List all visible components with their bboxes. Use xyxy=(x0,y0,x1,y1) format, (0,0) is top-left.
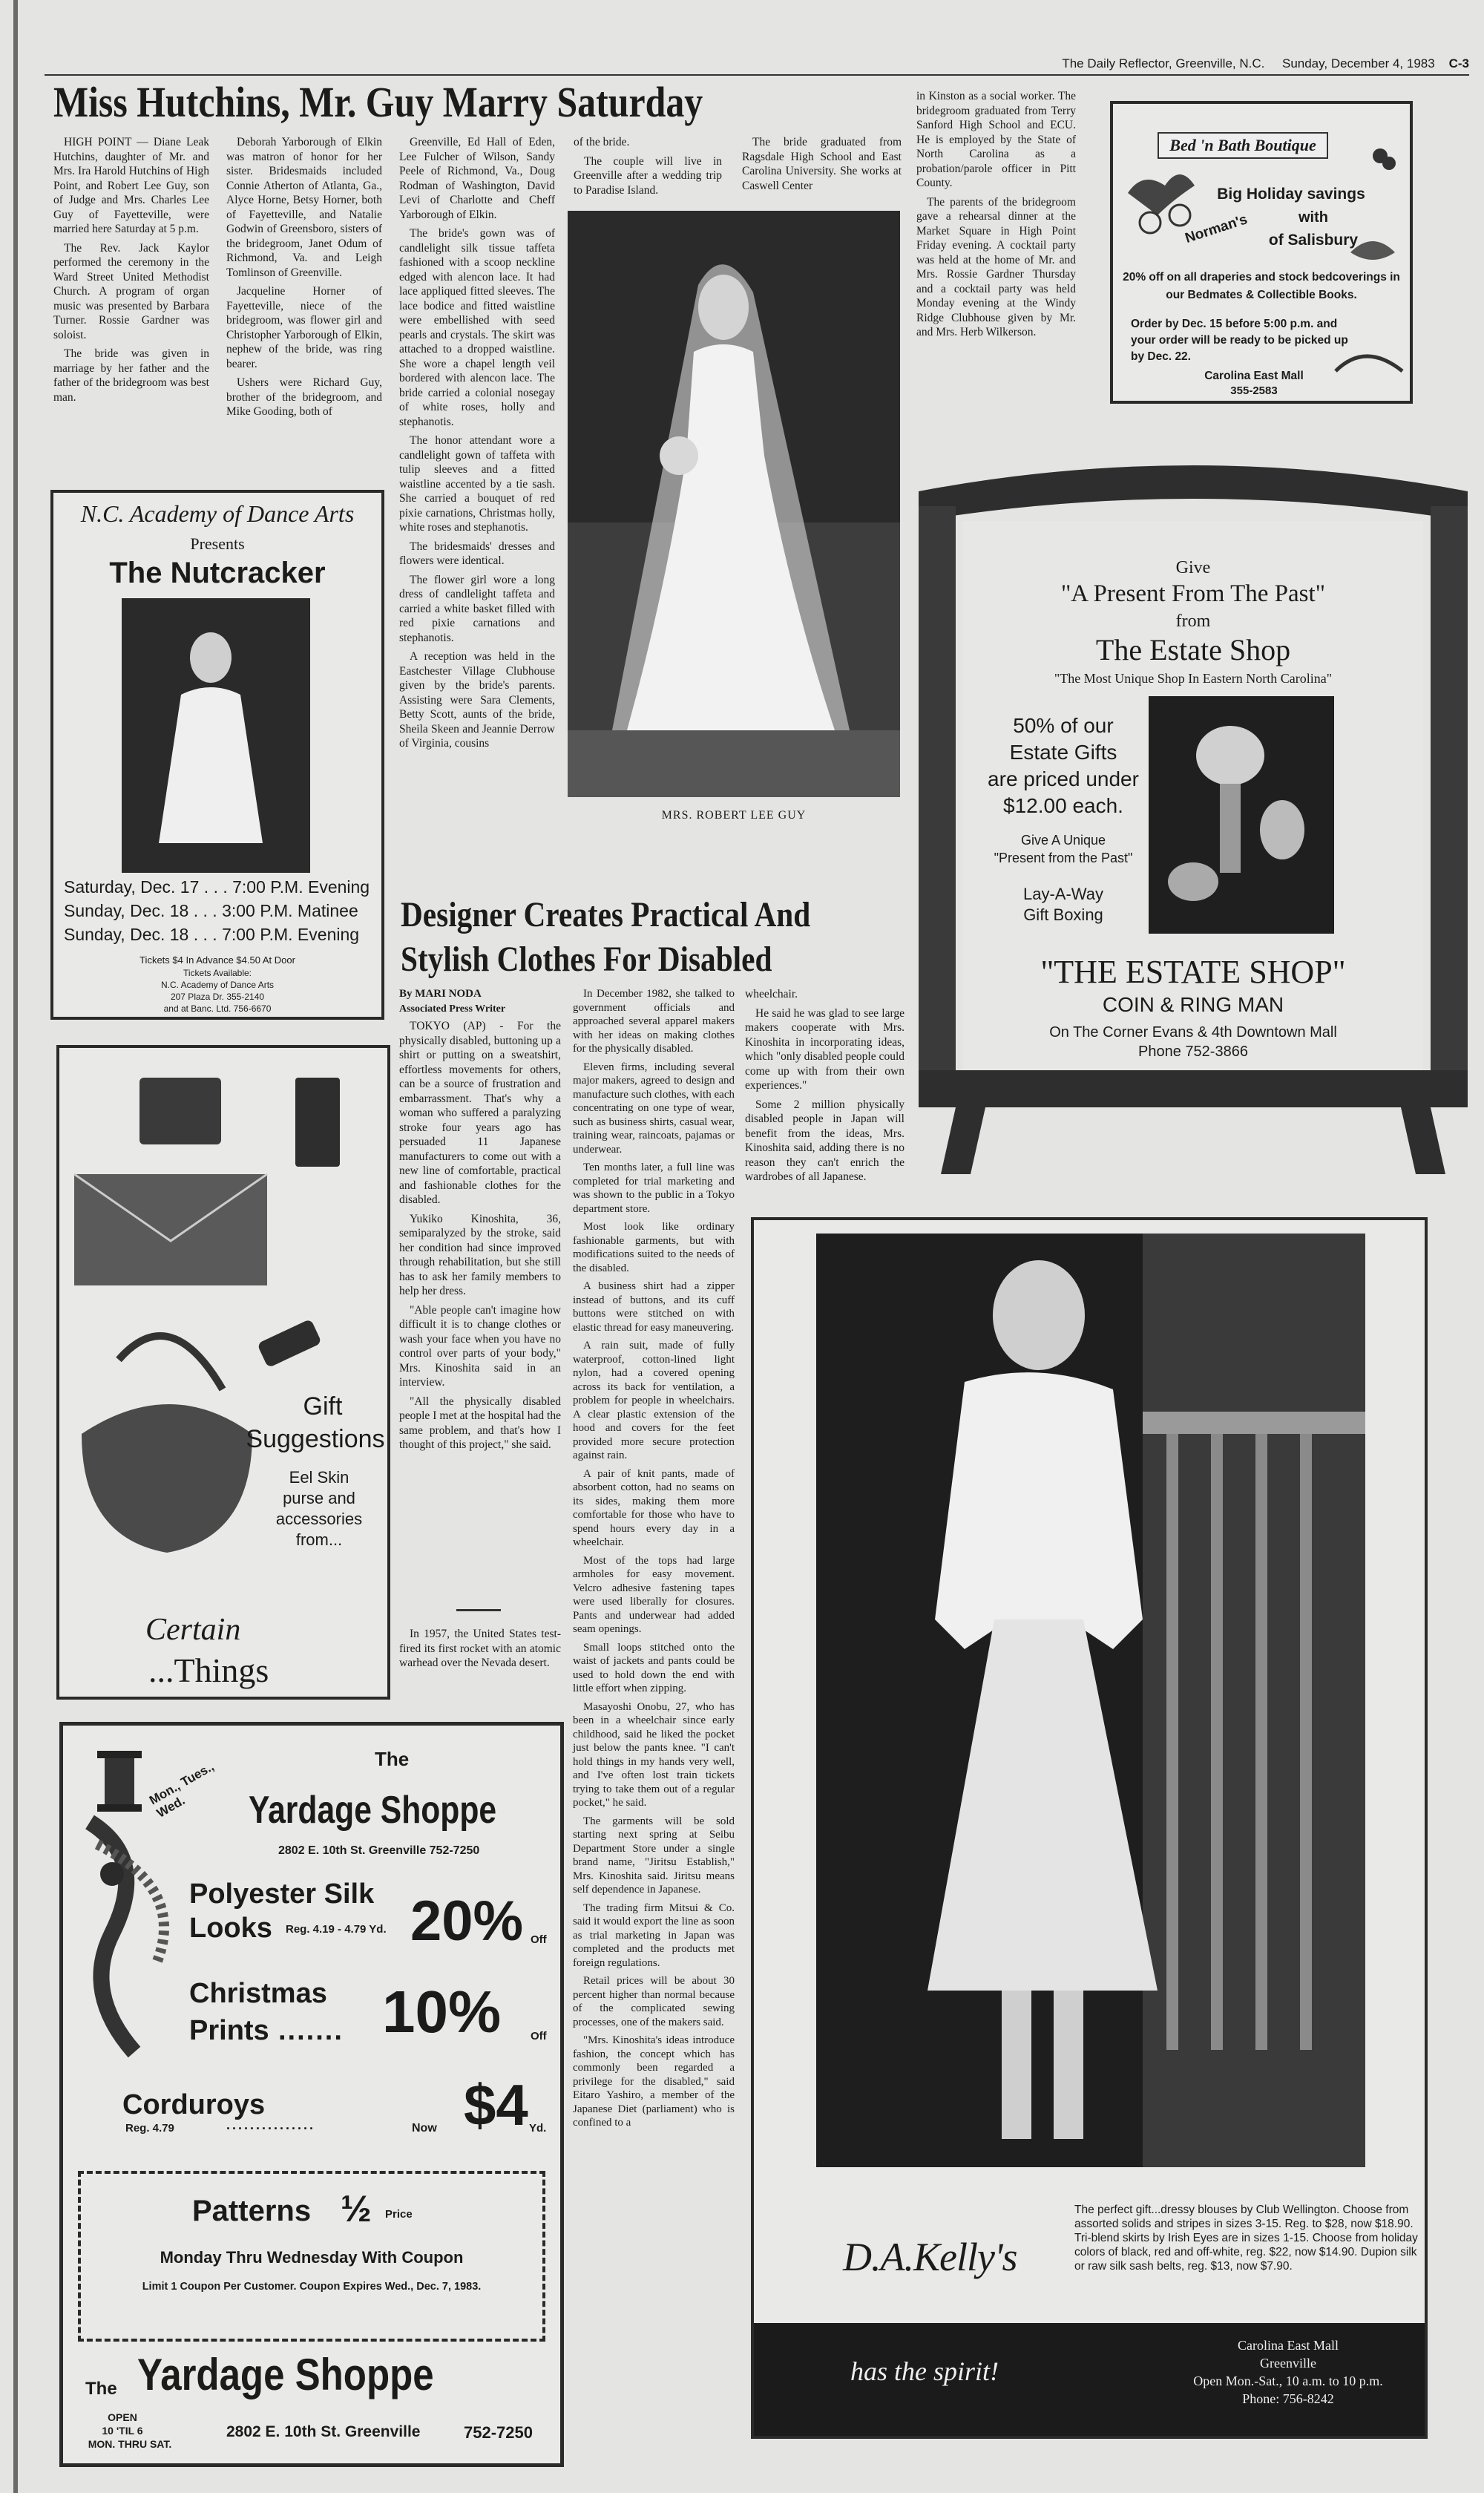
yardage-item-3-dots: ............... xyxy=(226,2117,316,2132)
wedding-paragraph: The couple will live in Greenville after a wedding trip to Paradise Island. xyxy=(574,154,722,197)
yardage-now: Now xyxy=(412,2122,437,2135)
designer-paragraph: Most of the tops had large armholes for easy movement. Velcro adhesive fastening tapes were used liberally for closures. Pants and underwear had added seam openings. xyxy=(573,1554,735,1635)
designer-paragraph: "Mrs. Kinoshita's ideas introduce fashion, the concept which has commonly been regarded a privilege for the disabled," said Eitaro Yashiro, a member of the Japanese Diet (parliament) who is confined to a xyxy=(573,2034,735,2129)
yardage-open: OPEN xyxy=(108,2411,137,2423)
coupon-half: ½ xyxy=(341,2188,372,2230)
estate-motto: "The Most Unique Shop In Eastern North Carolina" xyxy=(1054,671,1333,686)
designer-paragraph: Eleven firms, including several major makers, agreed to design and manufacture such clothes, with each concentrating on one type of wear, such as business shirts, casual wear, training wear, raincoats, pajamas or underwear. xyxy=(573,1061,735,1156)
estate-offer-4: $12.00 each. xyxy=(1003,794,1123,817)
nutcracker-presents: Presents xyxy=(190,534,245,553)
yardage-hours-1: 10 'TIL 6 xyxy=(102,2425,143,2437)
yardage-item-1-label1: Polyester Silk xyxy=(189,1878,375,1910)
estate-gift-boxing: Gift Boxing xyxy=(1023,905,1103,924)
estate-name: The Estate Shop xyxy=(1095,633,1291,666)
da-kellys-caption: The perfect gift...dressy blouses by Club Wellington. Choose from assorted solids and stripes in sizes 3-15. Reg. to $28, now $18.90. Tri-blend skirts by Irish Eyes are in sizes 1-15. Choose from holiday colors of black, red and off-white, reg. $22, now $14.90. Dupion silk or raw silk sash belts, reg. $13, now $7.90. xyxy=(1074,2204,1418,2273)
wedding-paragraph: The bride graduated from Ragsdale High School and East Carolina University. She works at Caswell Center xyxy=(742,136,902,192)
estate-shop-ad xyxy=(911,439,1475,1182)
certain-things-ad xyxy=(56,1045,390,1700)
nutcracker-available: Tickets Available: xyxy=(183,968,252,978)
masthead-rule xyxy=(45,74,1469,76)
estate-offer-3: are priced under xyxy=(988,767,1139,790)
designer-paragraph: Small loops stitched onto the waist of jackets and pants could be used to hold down the end with little effort when zipping. xyxy=(573,1641,735,1694)
estate-give-unique-2: "Present from the Past" xyxy=(994,851,1133,865)
designer-column-2 xyxy=(573,987,735,2471)
yardage-item-1-note: Reg. 4.19 - 4.79 Yd. xyxy=(286,1923,387,1936)
nutcracker-ad xyxy=(50,490,384,1020)
yardage-address: 2802 E. 10th St. Greenville 752-7250 xyxy=(278,1844,480,1857)
estate-name-caps: "THE ESTATE SHOP" xyxy=(1040,954,1346,990)
dancer-figure-icon xyxy=(122,598,310,873)
da-kellys-model-photo xyxy=(816,1234,1365,2167)
designer-paragraph: Retail prices will be about 30 percent higher than normal because of the complicated sewing processes, one of the makers said. xyxy=(573,1975,735,2028)
wedding-paragraph: The parents of the bridegroom gave a rehearsal dinner at the Market Square in High Point Friday evening. A cocktail party was held at the home of Mr. and Mrs. Rossie Gardner Thursday and a cocktail party was held Monday evening at the Windy Ridge Clubhouse given by Mr. and Mrs. Herb Wilkerson. xyxy=(916,195,1076,338)
designer-headline-2: Stylish Clothes For Disabled xyxy=(401,940,772,979)
designer-paragraph: A business shirt had a zipper instead of buttons, and its cuff buttons were stitched on with elastic thread for easy maneuvering. xyxy=(573,1280,735,1334)
bed-bath-order: Order by Dec. 15 before 5:00 p.m. and your order will be ready to be picked up by Dec. 22. xyxy=(1131,318,1348,363)
wedding-paragraph: The Rev. Jack Kaylor performed the ceremony in the Ward Street United Methodist Church. A program of organ music was presented by Barbara Turner. Rossie Gardner was soloist. xyxy=(53,241,209,341)
yardage-item-3-label1: Corduroys xyxy=(122,2089,266,2120)
yardage-item-2-label2: Prints xyxy=(189,2015,269,2046)
yardage-item-1-price: 20% xyxy=(410,1890,524,1953)
bed-bath-phone: 355-2583 xyxy=(1230,384,1278,397)
wedding-paragraph: of the bride. xyxy=(574,136,630,148)
wedding-paragraph: Ushers were Richard Guy, brother of the bridegroom, and Mike Gooding, both of xyxy=(226,376,382,418)
nutcracker-show-2: Sunday, Dec. 18 . . . 3:00 P.M. Matinee xyxy=(64,901,358,920)
estate-from: from xyxy=(1175,612,1211,631)
designer-paragraph: Ten months later, a full line was completed for trial marketing and was shown to the public in a Tokyo department store. xyxy=(573,1162,735,1215)
nutcracker-venue-1: N.C. Academy of Dance Arts xyxy=(160,980,275,990)
yardage-days: Mon., Tues., Wed. xyxy=(147,1759,217,1821)
da-kellys-logo: D.A.Kelly's xyxy=(843,2235,1017,2279)
da-kellys-hours: Open Mon.-Sat., 10 a.m. to 10 p.m. xyxy=(1193,2374,1383,2388)
certain-desc-3: accessories xyxy=(275,1510,363,1528)
wedding-paragraph: Greenville, Ed Hall of Eden, Lee Fulcher of Wilson, Sandy Peele of Richmond, Va., Doug Rodman of Washington, David Levi of Charlotte and Cheff Yarborough of Elkin. xyxy=(399,136,555,221)
yardage-item-1-label2: Looks xyxy=(189,1913,272,1944)
filler-text xyxy=(399,1627,561,1686)
bed-bath-ad xyxy=(1110,101,1413,404)
yardage-footer-the: The xyxy=(85,2379,117,2399)
nutcracker-org: N.C. Academy of Dance Arts xyxy=(80,500,355,527)
designer-paragraph: Most look like ordinary fashionable garments, but with modifications suited to the needs of the disabled. xyxy=(573,1221,735,1274)
estate-offer-2: Estate Gifts xyxy=(1009,741,1117,764)
bed-bath-line1: Big Holiday savings xyxy=(1217,186,1365,203)
designer-paragraph: The trading firm Mitsui & Co. said it would export the line as soon as trial marketing in Japan was completed and the products met foreign regulations. xyxy=(573,1901,735,1969)
designer-column-3 xyxy=(745,987,904,1210)
estate-layaway: Lay-A-Way xyxy=(1023,885,1103,903)
wedding-paragraph: The flower girl wore a long dress of candlelight taffeta and carried a white basket filled with red pixie carnations and stephanotis. xyxy=(399,573,555,644)
designer-paragraph: Yukiko Kinoshita, 36, semiparalyzed by the stroke, said her condition had since improved through rehabilitation, but she still has to ask her family members to help her dress. xyxy=(399,1212,561,1297)
certain-name-1: Certain xyxy=(145,1613,241,1647)
yardage-item-3-price: $4 xyxy=(464,2072,528,2137)
wedding-column-3 xyxy=(399,135,555,885)
wedding-paragraph: The bride's gown was of candlelight silk tissue taffeta fashioned with a scoop neckline edged with alencon lace. It had lace appliqued fitted sleeves. The lace bodice and fitted waistline were embellished with seed pearls and crystals. The skirt was attached to a dropped waistline. She wore a chapel length veil bordered with alencon lace. The bride carried a colonial nosegay of white roses, holly and stephanotis. xyxy=(399,227,555,428)
page-fold-line xyxy=(13,0,18,2493)
wedding-paragraph: The honor attendant wore a candlelight gown of taffeta with tulip sleeves and a fitted waistline accented by a tie sash. She carried a bouquet of red pixie carnations, Christmas holly, white roses and stephanotis. xyxy=(399,434,555,534)
yardage-item-2-suffix: Off xyxy=(531,2030,547,2042)
yardage-item-2-dots: ....... xyxy=(278,2015,344,2046)
wedding-paragraph: HIGH POINT — Diane Leak Hutchins, daughter of Mr. and Mrs. Ira Harold Hutchins of High Point, and Robert Lee Guy, son of Judge and Mrs. Charles Lee Guy of Fayetteville, were married here Saturday at 5 p.m. xyxy=(53,136,209,235)
designer-column-1 xyxy=(399,987,561,1559)
yardage-the: The xyxy=(375,1748,410,1770)
filler-paragraph: In 1957, the United States test-fired its first rocket with an atomic warhead over the Nevada desert. xyxy=(399,1628,561,1669)
estate-sub: COIN & RING MAN xyxy=(1102,993,1284,1016)
bed-bath-line3: of Salisbury xyxy=(1268,232,1359,249)
wedding-column-5 xyxy=(742,135,902,202)
masthead-page: C-3 xyxy=(1448,56,1469,71)
designer-paragraph: "All the physically disabled people I met at the hospital had the same problem, and that's how I thought of this project," she said. xyxy=(399,1395,561,1451)
wedding-headline: Miss Hutchins, Mr. Guy Marry Saturday xyxy=(53,78,703,126)
masthead-date: Sunday, December 4, 1983 xyxy=(1281,56,1435,71)
estate-antiques-photo xyxy=(1149,696,1334,934)
bed-bath-offer: 20% off on all draperies and stock bedcoverings in our Bedmates & Collectible Books. xyxy=(1123,271,1400,301)
da-kellys-ad xyxy=(751,1217,1428,2439)
antique-lamp-icon xyxy=(1149,696,1334,934)
nutcracker-show-3: Sunday, Dec. 18 . . . 7:00 P.M. Evening xyxy=(64,925,360,944)
wedding-paragraph: A reception was held in the Eastchester Village Clubhouse given by the bride's parents. Assisting were Sara Clements, Betty Scott, aunts of the bride, Sheila Skeen and Jeannie Derrow of Virginia, cousins xyxy=(399,650,555,750)
wedding-column-1 xyxy=(53,135,209,454)
yardage-coupon[interactable] xyxy=(78,2171,545,2342)
certain-desc-1: Eel Skin xyxy=(289,1468,349,1487)
da-kellys-city: Greenville xyxy=(1260,2356,1316,2371)
estate-address: On The Corner Evans & 4th Downtown Mall xyxy=(1049,1024,1337,1041)
wedding-paragraph: Deborah Yarborough of Elkin was matron of honor for her sister. Bridesmaids included Connie Atherton of Atlanta, Ga., Alyce Horne, Betsy Horner, both of Fayetteville, and Natalie Godwin of Greensboro, sisters of the bridegroom, Janet Odum of Richmond, Va. and Leigh Tomlinson of Greenville. xyxy=(226,136,382,279)
yardage-item-2-price: 10% xyxy=(382,1979,502,2045)
certain-desc-4: from... xyxy=(295,1530,343,1549)
designer-paragraph: Masayoshi Onobu, 27, who has been in a wheelchair since early childhood, said he liked the pocket just below the pants knee. "I can't hold things in my hands very well, and I've often lost train tickets trying to take them out of a regular pocket," he said. xyxy=(573,1700,735,1809)
model-figure-icon xyxy=(816,1234,1365,2167)
yardage-item-3-suffix: Yd. xyxy=(529,2122,547,2135)
yardage-shoppe-ad xyxy=(59,1722,564,2467)
certain-name-2: ...Things xyxy=(148,1651,269,1689)
bed-bath-name: Bed 'n Bath Boutique xyxy=(1158,132,1328,159)
certain-desc-2: purse and xyxy=(283,1489,355,1507)
certain-gift: Gift xyxy=(303,1392,343,1421)
designer-paragraph: A rain suit, made of fully waterproof, cotton-lined light nylon, had a covered opening across its back for ventilation, a problem for people in wheelchairs. A clear plastic extension of the hood and covers for the feet provided more secure protection against rain. xyxy=(573,1340,735,1461)
estate-give: Give xyxy=(1175,558,1211,577)
wedding-paragraph: Jacqueline Horner of Fayetteville, niece of the bridegroom, was flower girl and Christopher Yarborough of Elkin, nephew of the bride, was ring bearer. xyxy=(226,285,382,370)
nutcracker-venue-3: and at Banc. Ltd. 756-6670 xyxy=(163,1003,272,1014)
nutcracker-photo xyxy=(122,598,310,873)
nutcracker-show-1: Saturday, Dec. 17 . . . 7:00 P.M. Evening xyxy=(64,877,370,897)
bed-bath-brand: Norman's xyxy=(1183,212,1250,247)
da-kellys-slogan: has the spirit! xyxy=(850,2356,999,2386)
designer-paragraph: TOKYO (AP) - For the physically disabled, buttoning up a shirt or putting on a sweatshirt, effortless movements for others, can be a source of frustration and embarrassment. That's why a woman who suffered a paralyzing stroke four years ago has persuaded 11 Japanese manufacturers to come out with a new line of comfortable, practical and fashionable clothes for the disabled. xyxy=(399,1020,561,1206)
coupon-limit: Limit 1 Coupon Per Customer. Coupon Expires Wed., Dec. 7, 1983. xyxy=(142,2281,482,2293)
estate-give-unique: Give A Unique xyxy=(1020,833,1106,848)
nutcracker-venue-2: 207 Plaza Dr. 355-2140 xyxy=(170,992,265,1002)
yardage-footer-name: Yardage Shoppe xyxy=(137,2350,434,2399)
bed-bath-line2: with xyxy=(1298,209,1328,226)
wedding-column-4 xyxy=(574,135,722,202)
bride-figure-icon xyxy=(568,211,900,797)
yardage-footer-address: 2802 E. 10th St. Greenville xyxy=(226,2423,421,2440)
bed-bath-location: Carolina East Mall xyxy=(1204,370,1304,382)
wedding-paragraph: The bride was given in marriage by her father and the father of the bridegroom was best man. xyxy=(53,347,209,404)
nutcracker-tickets: Tickets $4 In Advance $4.50 At Door xyxy=(139,954,295,966)
coupon-title: Patterns xyxy=(192,2195,312,2227)
designer-byline-org: Associated Press Writer xyxy=(399,1003,506,1015)
certain-suggestions: Suggestions xyxy=(246,1425,385,1453)
bride-photo-caption: MRS. ROBERT LEE GUY xyxy=(661,809,807,822)
filler-rule xyxy=(456,1609,501,1611)
designer-paragraph: In December 1982, she talked to government officials and approached several apparel makers with her ideas on making clothes for the physically disabled. xyxy=(573,988,735,1055)
designer-paragraph: He said he was glad to see large makers cooperate with Mrs. Kinoshita in incorporating ideas, which "only disabled people could come up with from their own experiences." xyxy=(745,1006,904,1092)
designer-paragraph: Some 2 million physically disabled people in Japan will benefit from the ideas, Mrs. Kinoshita said, adding there is no reason they can't enrich the wardrobes of all Japanese. xyxy=(745,1098,904,1183)
bride-photo xyxy=(568,211,900,797)
yardage-name: Yardage Shoppe xyxy=(249,1789,497,1832)
da-kellys-phone: Phone: 756-8242 xyxy=(1242,2391,1334,2406)
designer-paragraph: "Able people can't imagine how difficult it is to change clothes or wash your face when you have no control over parts of your body," Mrs. Kinoshita said in an interview. xyxy=(399,1303,561,1389)
masthead xyxy=(1054,56,1469,74)
da-kellys-footer-band xyxy=(754,2323,1425,2436)
coupon-line: Monday Thru Wednesday With Coupon xyxy=(160,2248,464,2267)
nutcracker-title: The Nutcracker xyxy=(109,557,326,589)
yardage-item-3-note: Reg. 4.79 xyxy=(125,2122,174,2135)
designer-headline-1: Designer Creates Practical And xyxy=(401,895,811,934)
masthead-paper: The Daily Reflector, Greenville, N.C. xyxy=(1062,56,1265,71)
coupon-price: Price xyxy=(385,2208,413,2221)
estate-offer-1: 50% of our xyxy=(1013,714,1114,737)
designer-paragraph: wheelchair. xyxy=(745,988,798,1000)
estate-tagline: "A Present From The Past" xyxy=(1060,580,1326,607)
wedding-paragraph: in Kinston as a social worker. The bridegroom graduated from Terry Sanford High School and ECU. He is employed by the State of North Carolina as a probation/parole officer in Pitt County. xyxy=(916,90,1076,189)
wedding-column-2 xyxy=(226,135,382,454)
yardage-hours-2: MON. THRU SAT. xyxy=(88,2438,172,2450)
yardage-item-1-suffix: Off xyxy=(531,1933,547,1946)
yardage-footer-phone: 752-7250 xyxy=(464,2423,533,2442)
da-kellys-mall: Carolina East Mall xyxy=(1238,2338,1339,2353)
estate-phone: Phone 752-3866 xyxy=(1138,1044,1248,1060)
designer-paragraph: The garments will be sold starting next spring at Seibu Department Store under a single brand name, "Jiritsu Establish," Mrs. Kinoshita said. Jiritsu means self dependence in Japanese. xyxy=(573,1815,735,1896)
designer-paragraph: A pair of knit pants, made of absorbent cotton, had no seams on its sides, making them more comfortable for those who have to spend hours every day in a wheelchair. xyxy=(573,1467,735,1548)
yardage-item-2-label1: Christmas xyxy=(189,1978,327,2009)
wedding-column-6 xyxy=(916,89,1076,408)
wedding-paragraph: The bridesmaids' dresses and flowers were identical. xyxy=(399,540,555,567)
designer-byline: By MARI NODA xyxy=(399,988,482,1000)
